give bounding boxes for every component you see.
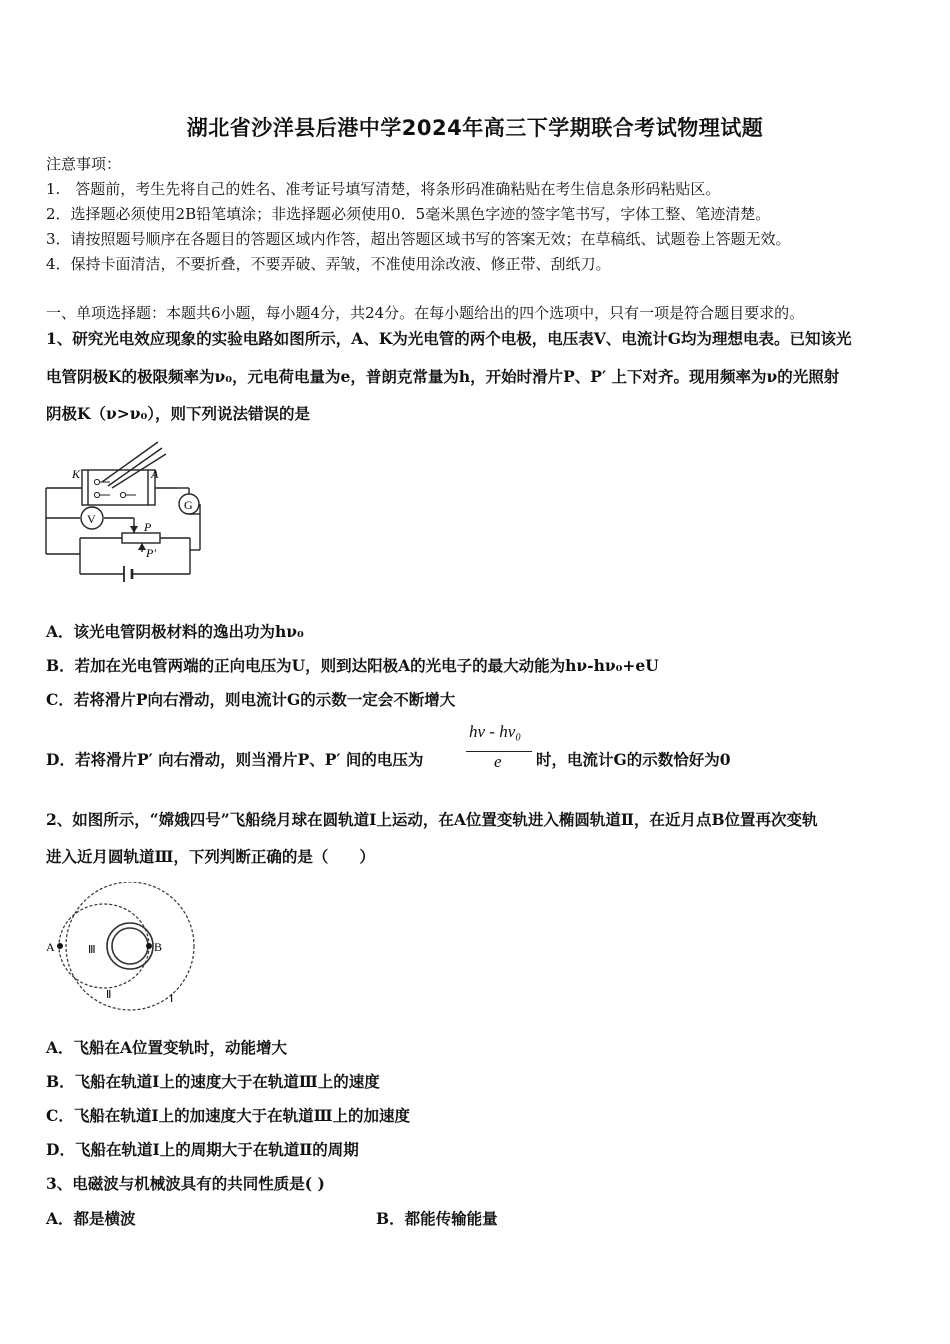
label-g: G xyxy=(184,498,193,512)
q2-option-a: A．飞船在A位置变轨时，动能增大 xyxy=(46,1038,288,1057)
label-k: K xyxy=(72,467,81,481)
page-title: 湖北省沙洋县后港中学2024年高三下学期联合考试物理试题 xyxy=(186,116,764,140)
label-v: V xyxy=(87,512,96,526)
label-orbit-2: Ⅱ xyxy=(106,989,112,1001)
q1-option-d-text: D．若将滑片P′ 向右滑动，则当滑片P、P′ 间的电压为 xyxy=(46,750,424,769)
q2-option-d: D．飞船在轨道Ⅰ上的周期大于在轨道Ⅱ的周期 xyxy=(46,1140,359,1159)
label-a: A xyxy=(151,467,159,481)
notice-item: 4．保持卡面清洁，不要折叠，不要弄破、弄皱，不准使用涂改液、修正带、刮纸刀。 xyxy=(46,255,611,273)
label-p: P xyxy=(144,520,152,534)
q3-stem: 3、电磁波与机械波具有的共同性质是( ) xyxy=(46,1174,325,1193)
notice-heading: 注意事项： xyxy=(46,155,122,173)
q1-option-d-fraction xyxy=(466,722,532,771)
fraction-numerator: hν - hν₀ xyxy=(469,722,522,741)
label-orbit-1: Ⅰ xyxy=(170,993,174,1005)
q1-stem-line: 电管阴极K的极限频率为ν₀，元电荷电量为e，普朗克常量为h，开始时滑片P、P′ 上下对齐。现用频率为ν的光照射 xyxy=(46,367,840,386)
notice-item: 1. 答题前，考生先将自己的姓名、准考证号填写清楚，将条形码准确粘贴在考生信息条形码粘贴区。 xyxy=(46,180,721,198)
q2-stem-line: 2、如图所示，“嫦娥四号”飞船绕月球在圆轨道Ⅰ上运动，在A位置变轨进入椭圆轨道Ⅱ，在近月点B位置再次变轨 xyxy=(46,810,818,829)
q2-option-c: C．飞船在轨道Ⅰ上的加速度大于在轨道Ⅲ上的加速度 xyxy=(46,1106,410,1125)
photoelectric-circuit-figure xyxy=(40,440,215,585)
q3-option-b: B．都能传输能量 xyxy=(376,1209,498,1228)
q2-stem-line: 进入近月圆轨道Ⅲ，下列判断正确的是（ ） xyxy=(46,847,375,866)
section-heading: 一、单项选择题：本题共6小题，每小题4分，共24分。在每小题给出的四个选项中，只有一项是符合题目要求的。 xyxy=(46,304,805,322)
label-b: B xyxy=(154,940,163,954)
notice-item: 2．选择题必须使用2B铅笔填涂；非选择题必须使用0．5毫米黑色字迹的签字笔书写，字体工整、笔迹清楚。 xyxy=(46,205,771,223)
label-a: A xyxy=(46,940,55,954)
q3-option-a: A．都是横波 xyxy=(46,1209,136,1228)
q1-option-b: B．若加在光电管两端的正向电压为U，则到达阳极A的光电子的最大动能为hν-hν₀+eU xyxy=(46,656,659,675)
q1-stem-line: 阴极K（ν>ν₀），则下列说法错误的是 xyxy=(46,404,311,423)
label-p-prime: P′ xyxy=(146,546,156,560)
q1-option-d-tail: 时，电流计G的示数恰好为0 xyxy=(536,750,731,769)
q1-option-c: C．若将滑片P向右滑动，则电流计G的示数一定会不断增大 xyxy=(46,690,456,709)
q1-option-a: A．该光电管阴极材料的逸出功为hν₀ xyxy=(46,622,304,641)
notice-item: 3．请按照题号顺序在各题目的答题区域内作答，超出答题区域书写的答案无效；在草稿纸、试题卷上答题无效。 xyxy=(46,230,791,248)
q1-stem-line: 1、研究光电效应现象的实验电路如图所示，A、K为光电管的两个电极，电压表V、电流计G均为理想电表。已知该光 xyxy=(46,329,852,348)
label-orbit-3: Ⅲ xyxy=(88,944,96,956)
orbit-figure xyxy=(42,882,197,1012)
fraction-denominator: e xyxy=(494,752,502,771)
q2-option-b: B．飞船在轨道Ⅰ上的速度大于在轨道Ⅲ上的速度 xyxy=(46,1072,380,1091)
